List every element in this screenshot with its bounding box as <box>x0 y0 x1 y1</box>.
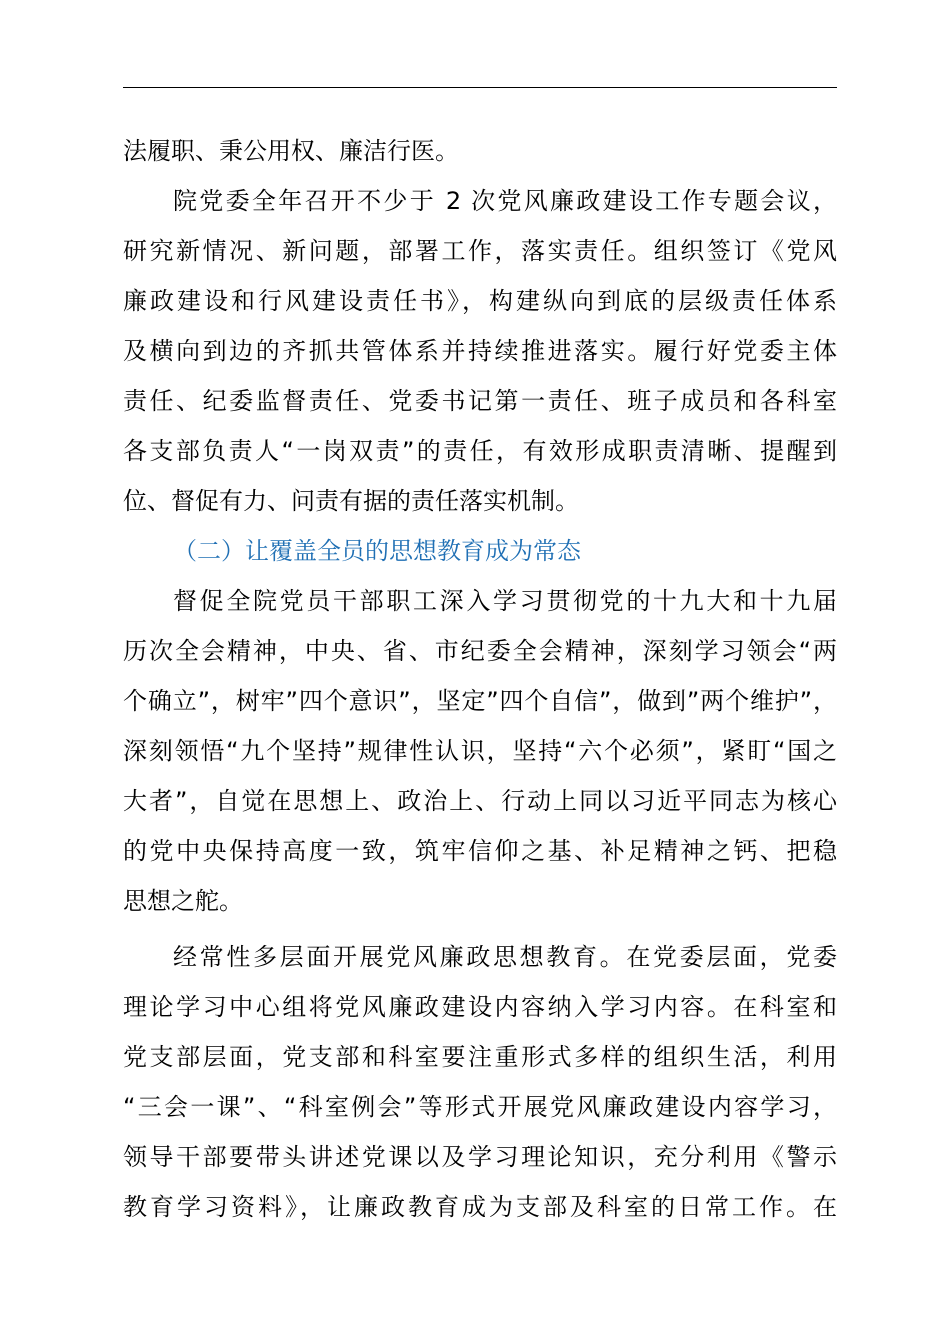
header-rule <box>123 87 837 88</box>
text-line: 大者”，自觉在思想上、政治上、行动上同以习近平同志为核心 <box>123 787 837 815</box>
text-line: 党支部层面，党支部和科室要注重形式多样的组织生活，利用 <box>123 1043 837 1071</box>
text-line: 研究新情况、新问题，部署工作，落实责任。组织签订《党风 <box>123 237 837 265</box>
text-line: 个确立”，树牢”四个意识”，坚定”四个自信”，做到”两个维护”， <box>123 687 837 715</box>
text-line: 各支部负责人“一岗双责”的责任，有效形成职责清晰、提醒到 <box>123 437 837 465</box>
text-line: 思想之舵。 <box>123 887 243 915</box>
paragraph-first-line: 经常性多层面开展党风廉政思想教育。在党委层面，党委 <box>173 943 837 971</box>
text-line: 历次全会精神，中央、省、市纪委全会精神，深刻学习领会“两 <box>123 637 837 665</box>
text-line: 责任、纪委监督责任、党委书记第一责任、班子成员和各科室 <box>123 387 837 415</box>
document-body <box>123 126 837 1232</box>
text-line: 教育学习资料》，让廉政教育成为支部及科室的日常工作。在 <box>123 1193 837 1221</box>
text-line: 深刻领悟“九个坚持”规律性认识，坚持“六个必须”，紧盯“国之 <box>123 737 837 765</box>
text-line: 理论学习中心组将党风廉政建设内容纳入学习内容。在科室和 <box>123 993 837 1021</box>
section-heading: （二）让覆盖全员的思想教育成为常态 <box>173 537 581 565</box>
text-line: 廉政建设和行风建设责任书》，构建纵向到底的层级责任体系 <box>123 287 837 315</box>
text-line: 领导干部要带头讲述党课以及学习理论知识，充分利用《警示 <box>123 1143 837 1171</box>
paragraph-first-line: 督促全院党员干部职工深入学习贯彻党的十九大和十九届 <box>173 587 837 615</box>
text-line: 的党中央保持高度一致，筑牢信仰之基、补足精神之钙、把稳 <box>123 837 837 865</box>
paragraph-first-line: 院党委全年召开不少于 2 次党风廉政建设工作专题会议， <box>173 187 837 215</box>
text-line: 位、督促有力、问责有据的责任落实机制。 <box>123 487 579 515</box>
text-line: 法履职、秉公用权、廉洁行医。 <box>123 137 459 165</box>
text-line: “三会一课”、“科室例会”等形式开展党风廉政建设内容学习， <box>123 1093 837 1121</box>
text-line: 及横向到边的齐抓共管体系并持续推进落实。履行好党委主体 <box>123 337 837 365</box>
